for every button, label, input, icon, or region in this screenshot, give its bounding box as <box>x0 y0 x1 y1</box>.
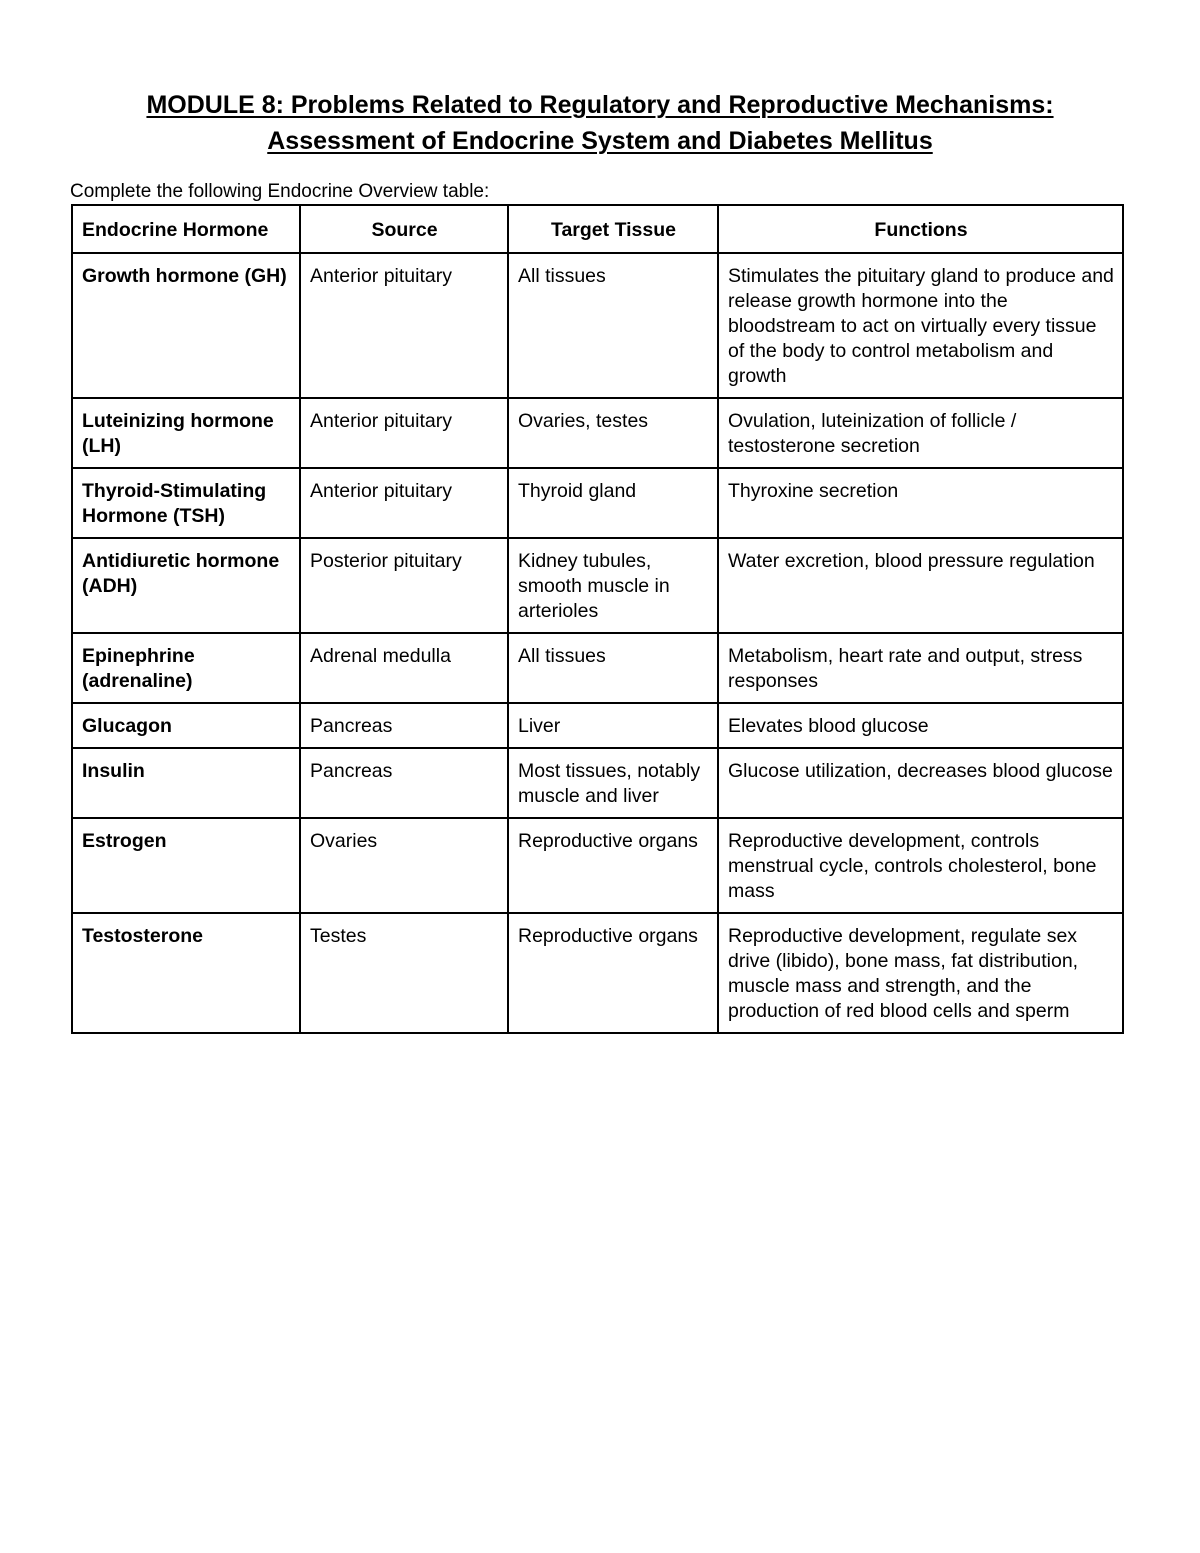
cell-functions: Elevates blood glucose <box>718 703 1123 748</box>
title-line-1: MODULE 8: Problems Related to Regulatory and Reproductive Mechanisms: <box>146 90 1054 119</box>
table-row <box>72 633 1123 703</box>
instruction-text: Complete the following Endocrine Overview table: <box>70 181 490 202</box>
cell-functions: Glucose utilization, decreases blood glucose <box>718 748 1123 818</box>
cell-functions: Ovulation, luteinization of follicle / testosterone secretion <box>718 398 1123 468</box>
cell-hormone: Insulin <box>72 748 300 818</box>
cell-hormone: Estrogen <box>72 818 300 913</box>
header-hormone: Endocrine Hormone <box>72 205 300 253</box>
cell-functions: Reproductive development, regulate sex drive (libido), bone mass, fat distribution, muscle mass and strength, and the production of red blood cells and sperm <box>718 913 1123 1033</box>
table-row <box>72 253 1123 398</box>
cell-source: Ovaries <box>300 818 508 913</box>
cell-source: Adrenal medulla <box>300 633 508 703</box>
cell-target: Reproductive organs <box>508 913 718 1033</box>
cell-source: Pancreas <box>300 703 508 748</box>
cell-functions: Stimulates the pituitary gland to produce and release growth hormone into the bloodstream to act on virtually every tissue of the body to control metabolism and growth <box>718 253 1123 398</box>
cell-target: All tissues <box>508 633 718 703</box>
cell-source: Anterior pituitary <box>300 468 508 538</box>
endocrine-overview-table <box>71 204 1124 1034</box>
cell-target: Most tissues, notably muscle and liver <box>508 748 718 818</box>
cell-hormone: Antidiuretic hormone (ADH) <box>72 538 300 633</box>
header-source: Source <box>300 205 508 253</box>
cell-target: Reproductive organs <box>508 818 718 913</box>
table-row <box>72 398 1123 468</box>
cell-hormone: Thyroid-Stimulating Hormone (TSH) <box>72 468 300 538</box>
table-row <box>72 538 1123 633</box>
cell-functions: Water excretion, blood pressure regulation <box>718 538 1123 633</box>
cell-hormone: Testosterone <box>72 913 300 1033</box>
cell-functions: Metabolism, heart rate and output, stress responses <box>718 633 1123 703</box>
table-row <box>72 913 1123 1033</box>
table-header-row <box>72 205 1123 253</box>
title-line-2: Assessment of Endocrine System and Diabetes Mellitus <box>267 126 933 155</box>
table-row <box>72 818 1123 913</box>
cell-hormone: Epinephrine (adrenaline) <box>72 633 300 703</box>
cell-source: Pancreas <box>300 748 508 818</box>
cell-source: Anterior pituitary <box>300 253 508 398</box>
cell-functions: Reproductive development, controls menstrual cycle, controls cholesterol, bone mass <box>718 818 1123 913</box>
page-title <box>0 87 1200 159</box>
cell-target: Ovaries, testes <box>508 398 718 468</box>
cell-functions: Thyroxine secretion <box>718 468 1123 538</box>
cell-source: Testes <box>300 913 508 1033</box>
cell-hormone: Growth hormone (GH) <box>72 253 300 398</box>
cell-source: Anterior pituitary <box>300 398 508 468</box>
cell-target: All tissues <box>508 253 718 398</box>
cell-target: Kidney tubules, smooth muscle in arterioles <box>508 538 718 633</box>
cell-target: Thyroid gland <box>508 468 718 538</box>
cell-hormone: Glucagon <box>72 703 300 748</box>
table-row <box>72 748 1123 818</box>
cell-source: Posterior pituitary <box>300 538 508 633</box>
header-functions: Functions <box>718 205 1123 253</box>
table-row <box>72 703 1123 748</box>
table-row <box>72 468 1123 538</box>
cell-hormone: Luteinizing hormone (LH) <box>72 398 300 468</box>
cell-target: Liver <box>508 703 718 748</box>
header-target: Target Tissue <box>508 205 718 253</box>
